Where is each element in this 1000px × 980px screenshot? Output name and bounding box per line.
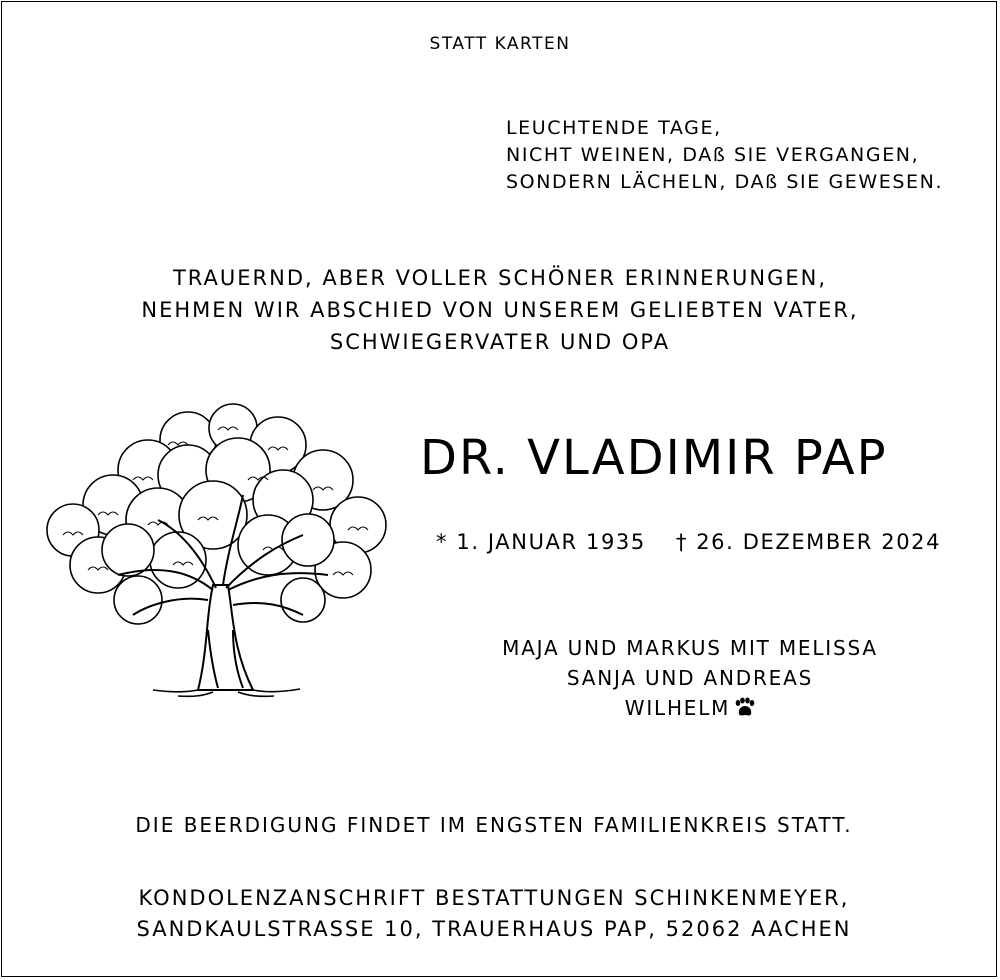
death-date: † 26. DEZEMBER 2024 xyxy=(675,530,942,554)
birth-date: * 1. JANUAR 1935 xyxy=(436,530,646,554)
life-dates xyxy=(436,530,941,554)
intro-line-3: SCHWIEGERVATER UND OPA xyxy=(329,330,671,354)
quote-line-3: SONDERN LÄCHELN, DAß SIE GEWESEN. xyxy=(506,171,944,193)
intro-line-1: TRAUERND, ABER VOLLER SCHÖNER ERINNERUNGEN, xyxy=(172,266,828,290)
condolence-line-1: KONDOLENZANSCHRIFT BESTATTUNGEN SCHINKENMEYER, xyxy=(138,886,850,910)
condolence-address xyxy=(0,883,988,945)
quote-line-1: LEUCHTENDE TAGE, xyxy=(506,117,722,139)
family-line-3: WILHELM xyxy=(624,696,731,720)
intro-text xyxy=(0,262,1000,358)
oak-tree-illustration-icon xyxy=(38,400,394,700)
paw-print-icon xyxy=(733,697,755,717)
family-signature xyxy=(440,633,940,723)
statt-karten-header: STATT KARTEN xyxy=(429,34,571,54)
memorial-quote xyxy=(506,115,943,196)
burial-notice: DIE BEERDIGUNG FINDET IM ENGSTEN FAMILIENKREIS STATT. xyxy=(135,813,853,837)
condolence-line-2: SANDKAULSTRASSE 10, TRAUERHAUS PAP, 52062 AACHEN xyxy=(136,917,852,941)
family-line-1: MAJA UND MARKUS MIT MELISSA xyxy=(502,636,878,660)
quote-line-2: NICHT WEINEN, DAß SIE VERGANGEN, xyxy=(506,144,920,166)
family-line-3-wrap xyxy=(440,693,940,723)
family-line-2: SANJA UND ANDREAS xyxy=(566,666,814,690)
deceased-name: DR. VLADIMIR PAP xyxy=(420,430,888,486)
intro-line-2: NEHMEN WIR ABSCHIED VON UNSEREM GELIEBTEN VATER, xyxy=(141,298,859,322)
